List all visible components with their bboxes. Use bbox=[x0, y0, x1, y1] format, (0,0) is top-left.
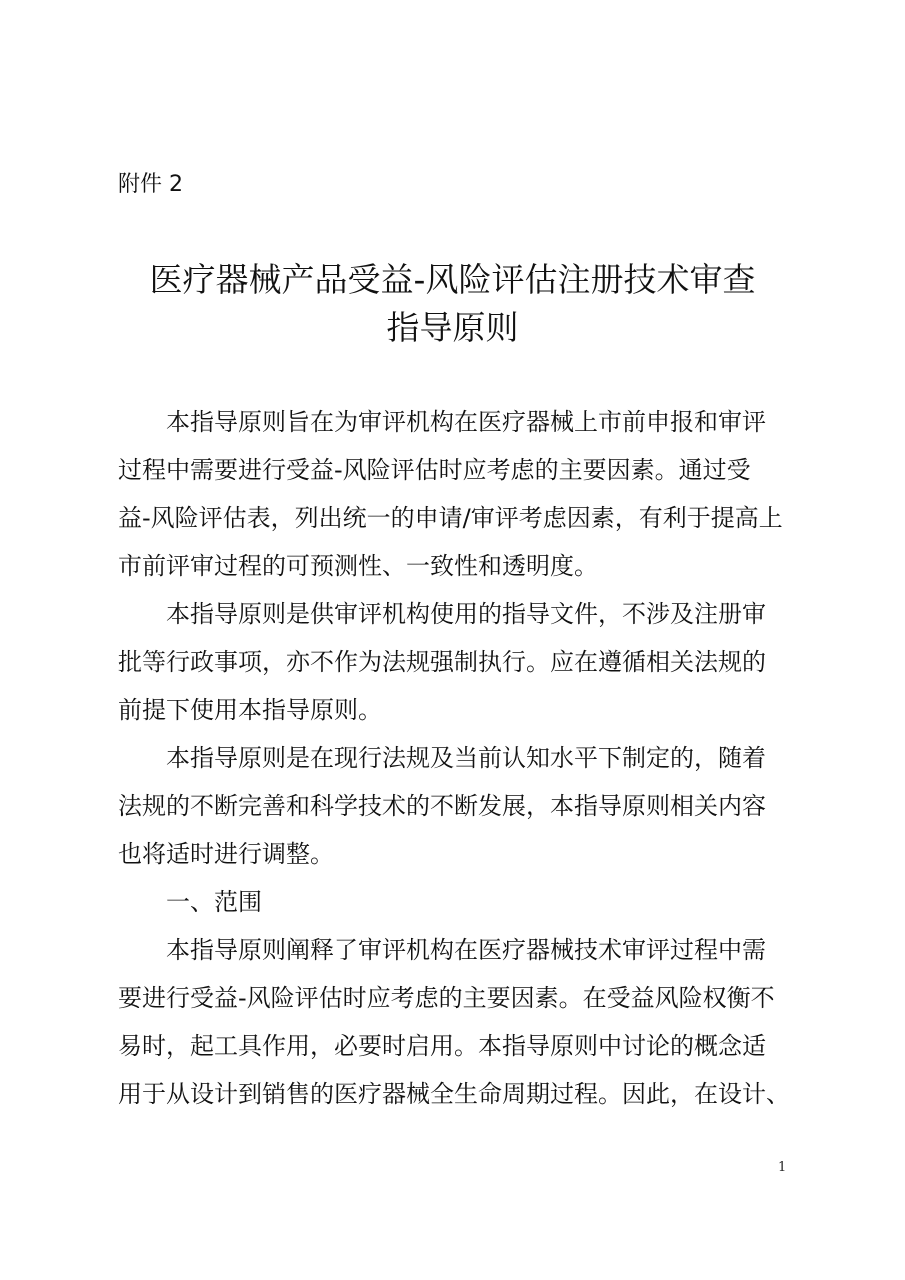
paragraph-line: 也将适时进行调整。 bbox=[118, 840, 334, 868]
paragraph-line: 前提下使用本指导原则。 bbox=[118, 696, 382, 724]
document-title-line-2: 指导原则 bbox=[386, 308, 519, 347]
paragraph-line: 本指导原则是供审评机构使用的指导文件，不涉及注册审 bbox=[166, 600, 766, 628]
paragraph-line: 本指导原则是在现行法规及当前认知水平下制定的，随着 bbox=[166, 744, 766, 772]
paragraph-line: 易时，起工具作用，必要时启用。本指导原则中讨论的概念适 bbox=[118, 1032, 766, 1060]
paragraph-line: 要进行受益-风险评估时应考虑的主要因素。在受益风险权衡不 bbox=[118, 984, 775, 1012]
attachment-label: 附件 2 bbox=[118, 172, 183, 197]
section-heading-scope: 一、范围 bbox=[166, 888, 262, 916]
paragraph-line: 本指导原则旨在为审评机构在医疗器械上市前申报和审评 bbox=[166, 408, 766, 436]
document-title-line-1: 医疗器械产品受益-风险评估注册技术审查 bbox=[149, 260, 756, 299]
body-text bbox=[118, 398, 808, 1118]
page-number: 1 bbox=[778, 1160, 787, 1175]
paragraph-line: 过程中需要进行受益-风险评估时应考虑的主要因素。通过受 bbox=[118, 456, 751, 484]
paragraph-line: 批等行政事项，亦不作为法规强制执行。应在遵循相关法规的 bbox=[118, 648, 766, 676]
paragraph-line: 益-风险评估表，列出统一的申请/审评考虑因素，有利于提高上 bbox=[118, 504, 783, 532]
paragraph-line: 用于从设计到销售的医疗器械全生命周期过程。因此，在设计、 bbox=[118, 1080, 790, 1108]
paragraph-line: 法规的不断完善和科学技术的不断发展，本指导原则相关内容 bbox=[118, 792, 766, 820]
paragraph-line: 市前评审过程的可预测性、一致性和透明度。 bbox=[118, 552, 598, 580]
paragraph-line: 本指导原则阐释了审评机构在医疗器械技术审评过程中需 bbox=[166, 936, 766, 964]
